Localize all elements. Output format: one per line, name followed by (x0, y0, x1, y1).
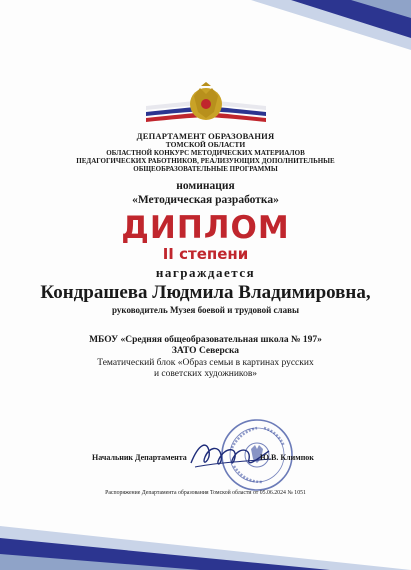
thematic-block-line-2: и советских художников» (153, 369, 258, 379)
diploma-degree: II степени (162, 245, 249, 263)
region-title: ТОМСКОЙ ОБЛАСТИ (165, 140, 246, 149)
awarded-label: награждается (155, 265, 256, 280)
contest-title (0, 149, 411, 173)
signatory-name: Ю.В. Климпок (260, 453, 314, 462)
recipient-name: Кондрашева Людмила Владимировна, (40, 282, 371, 303)
department-title: ДЕПАРТАМЕНТ ОБРАЗОВАНИЯ (136, 131, 275, 141)
contest-line-2: ПЕДАГОГИЧЕСКИХ РАБОТНИКОВ, РЕАЛИЗУЮЩИХ ДОПОЛНИТЕЛЬНЫЕ (76, 157, 335, 165)
contest-line-3: ОБЩЕОБРАЗОВАТЕЛЬНЫЕ ПРОГРАММЫ (133, 165, 278, 173)
thematic-block (0, 358, 411, 380)
bottom-decoration (0, 520, 411, 570)
head-of-department-label: Начальник Департамента (92, 453, 187, 462)
school-name: МБОУ «Средняя общеобразовательная школа № 197» (89, 335, 322, 345)
contest-line-1: ОБЛАСТНОЙ КОНКУРС МЕТОДИЧЕСКИХ МАТЕРИАЛОВ (106, 149, 305, 157)
order-reference: Распоряжение Департамента образования Томской области от 05.06.2024 № 1051 (105, 490, 306, 496)
russian-eagle-emblem-icon (144, 82, 268, 130)
recipient-role: руководитель Музея боевой и трудовой славы (112, 305, 299, 315)
nomination-title: «Методическая разработка» (132, 194, 279, 206)
thematic-block-line-1: Тематический блок «Образ семьи в картинах русских (97, 358, 314, 368)
top-right-decoration (231, 0, 411, 60)
school-location: ЗАТО Северска (171, 346, 240, 356)
nomination-label: номинация (176, 180, 235, 192)
diploma-heading: ДИПЛОМ (121, 210, 290, 246)
